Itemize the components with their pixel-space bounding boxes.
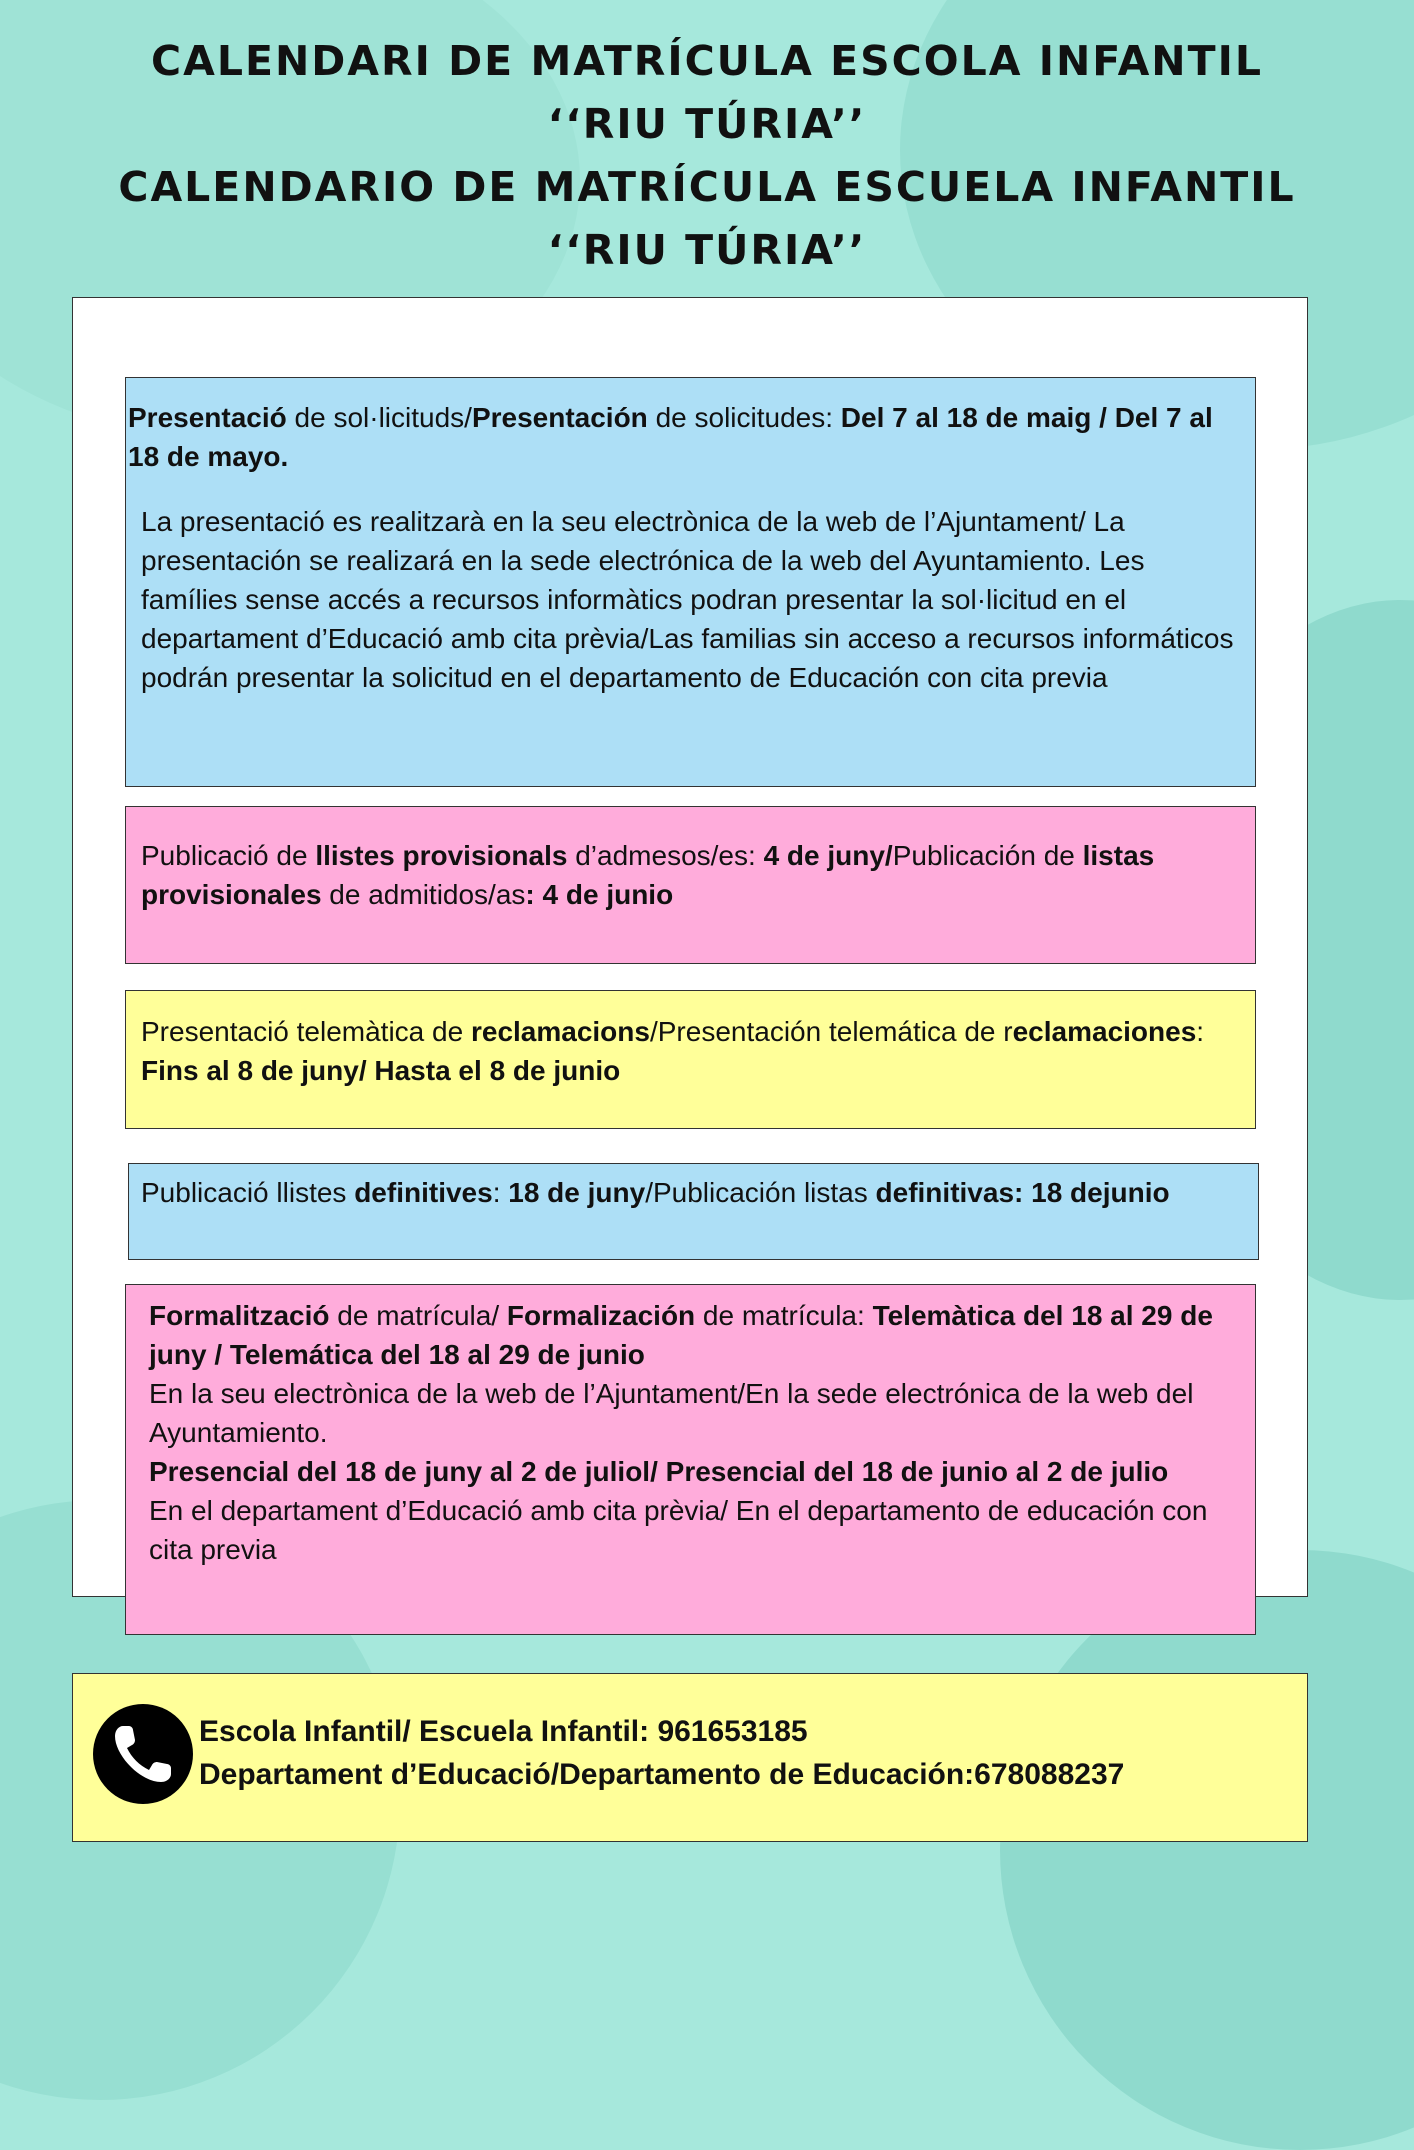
- contact-lines: [199, 1710, 1124, 1796]
- definitive-lists-text: Publicació llistes definitives: 18 de juny/Publicación listas definitivas: 18 dejunio: [141, 1177, 1170, 1208]
- title-line-4: ‘‘RIU TÚRIA’’: [547, 226, 867, 274]
- definitive-lists-box: [128, 1163, 1259, 1260]
- applications-body: La presentació es realitzarà en la seu electrònica de la web de l’Ajuntament/ La presentación se realizará en la sede electrónica de la web del Ayuntamiento. Les famílies sense accés a recursos informàtics podran presentar la sol·licitud en el departament d’Educació amb cita prèvia/Las familias sin acceso a recursos informáticos podrán presentar la solicitud en el departamento de Educación con cita previa: [141, 506, 1234, 693]
- enrolment-online-detail: En la seu electrònica de la web de l’Ajuntament/En la sede electrónica de la web del Ayuntamiento.: [149, 1378, 1194, 1448]
- claims-text: Presentació telemàtica de reclamacions/Presentación telemática de reclamaciones: Fins al 8 de juny/ Hasta el 8 de junio: [141, 1016, 1205, 1086]
- title-line-3: CALENDARIO DE MATRÍCULA ESCUELA INFANTIL: [118, 163, 1296, 211]
- enrolment-online-heading: Formalització de matrícula/ Formalización de matrícula: Telemàtica del 18 al 29 de juny / Telemática del 18 al 29 de junio: [149, 1300, 1213, 1370]
- enrolment-inperson-heading: Presencial del 18 de juny al 2 de juliol/ Presencial del 18 de junio al 2 de julio: [149, 1456, 1169, 1487]
- provisional-lists-box: [125, 806, 1256, 964]
- background-blob: [1000, 1550, 1414, 2150]
- school-phone: Escola Infantil/ Escuela Infantil: 961653185: [199, 1715, 808, 1748]
- title-line-2: ‘‘RIU TÚRIA’’: [547, 100, 867, 148]
- enrolment-box: [125, 1284, 1256, 1635]
- department-phone: Departament d’Educació/Departamento de Educación:678088237: [199, 1758, 1125, 1791]
- provisional-lists-text: Publicació de llistes provisionals d’admesos/es: 4 de juny/Publicación de listas provisionales de admitidos/as: 4 de junio: [141, 840, 1155, 910]
- page-title: [0, 30, 1414, 282]
- phone-icon: [93, 1704, 193, 1804]
- applications-box: [125, 377, 1256, 787]
- applications-heading: Presentació de sol·licituds/Presentación de solicitudes: Del 7 al 18 de maig / Del 7 al 18 de mayo.: [128, 402, 1213, 472]
- enrolment-inperson-detail: En el departament d’Educació amb cita prèvia/ En el departamento de educación con cita previa: [149, 1495, 1208, 1565]
- title-line-1: CALENDARI DE MATRÍCULA ESCOLA INFANTIL: [151, 37, 1263, 85]
- claims-box: [125, 990, 1256, 1129]
- enrolment-text: [149, 1296, 1244, 1569]
- contact-box: [72, 1673, 1308, 1842]
